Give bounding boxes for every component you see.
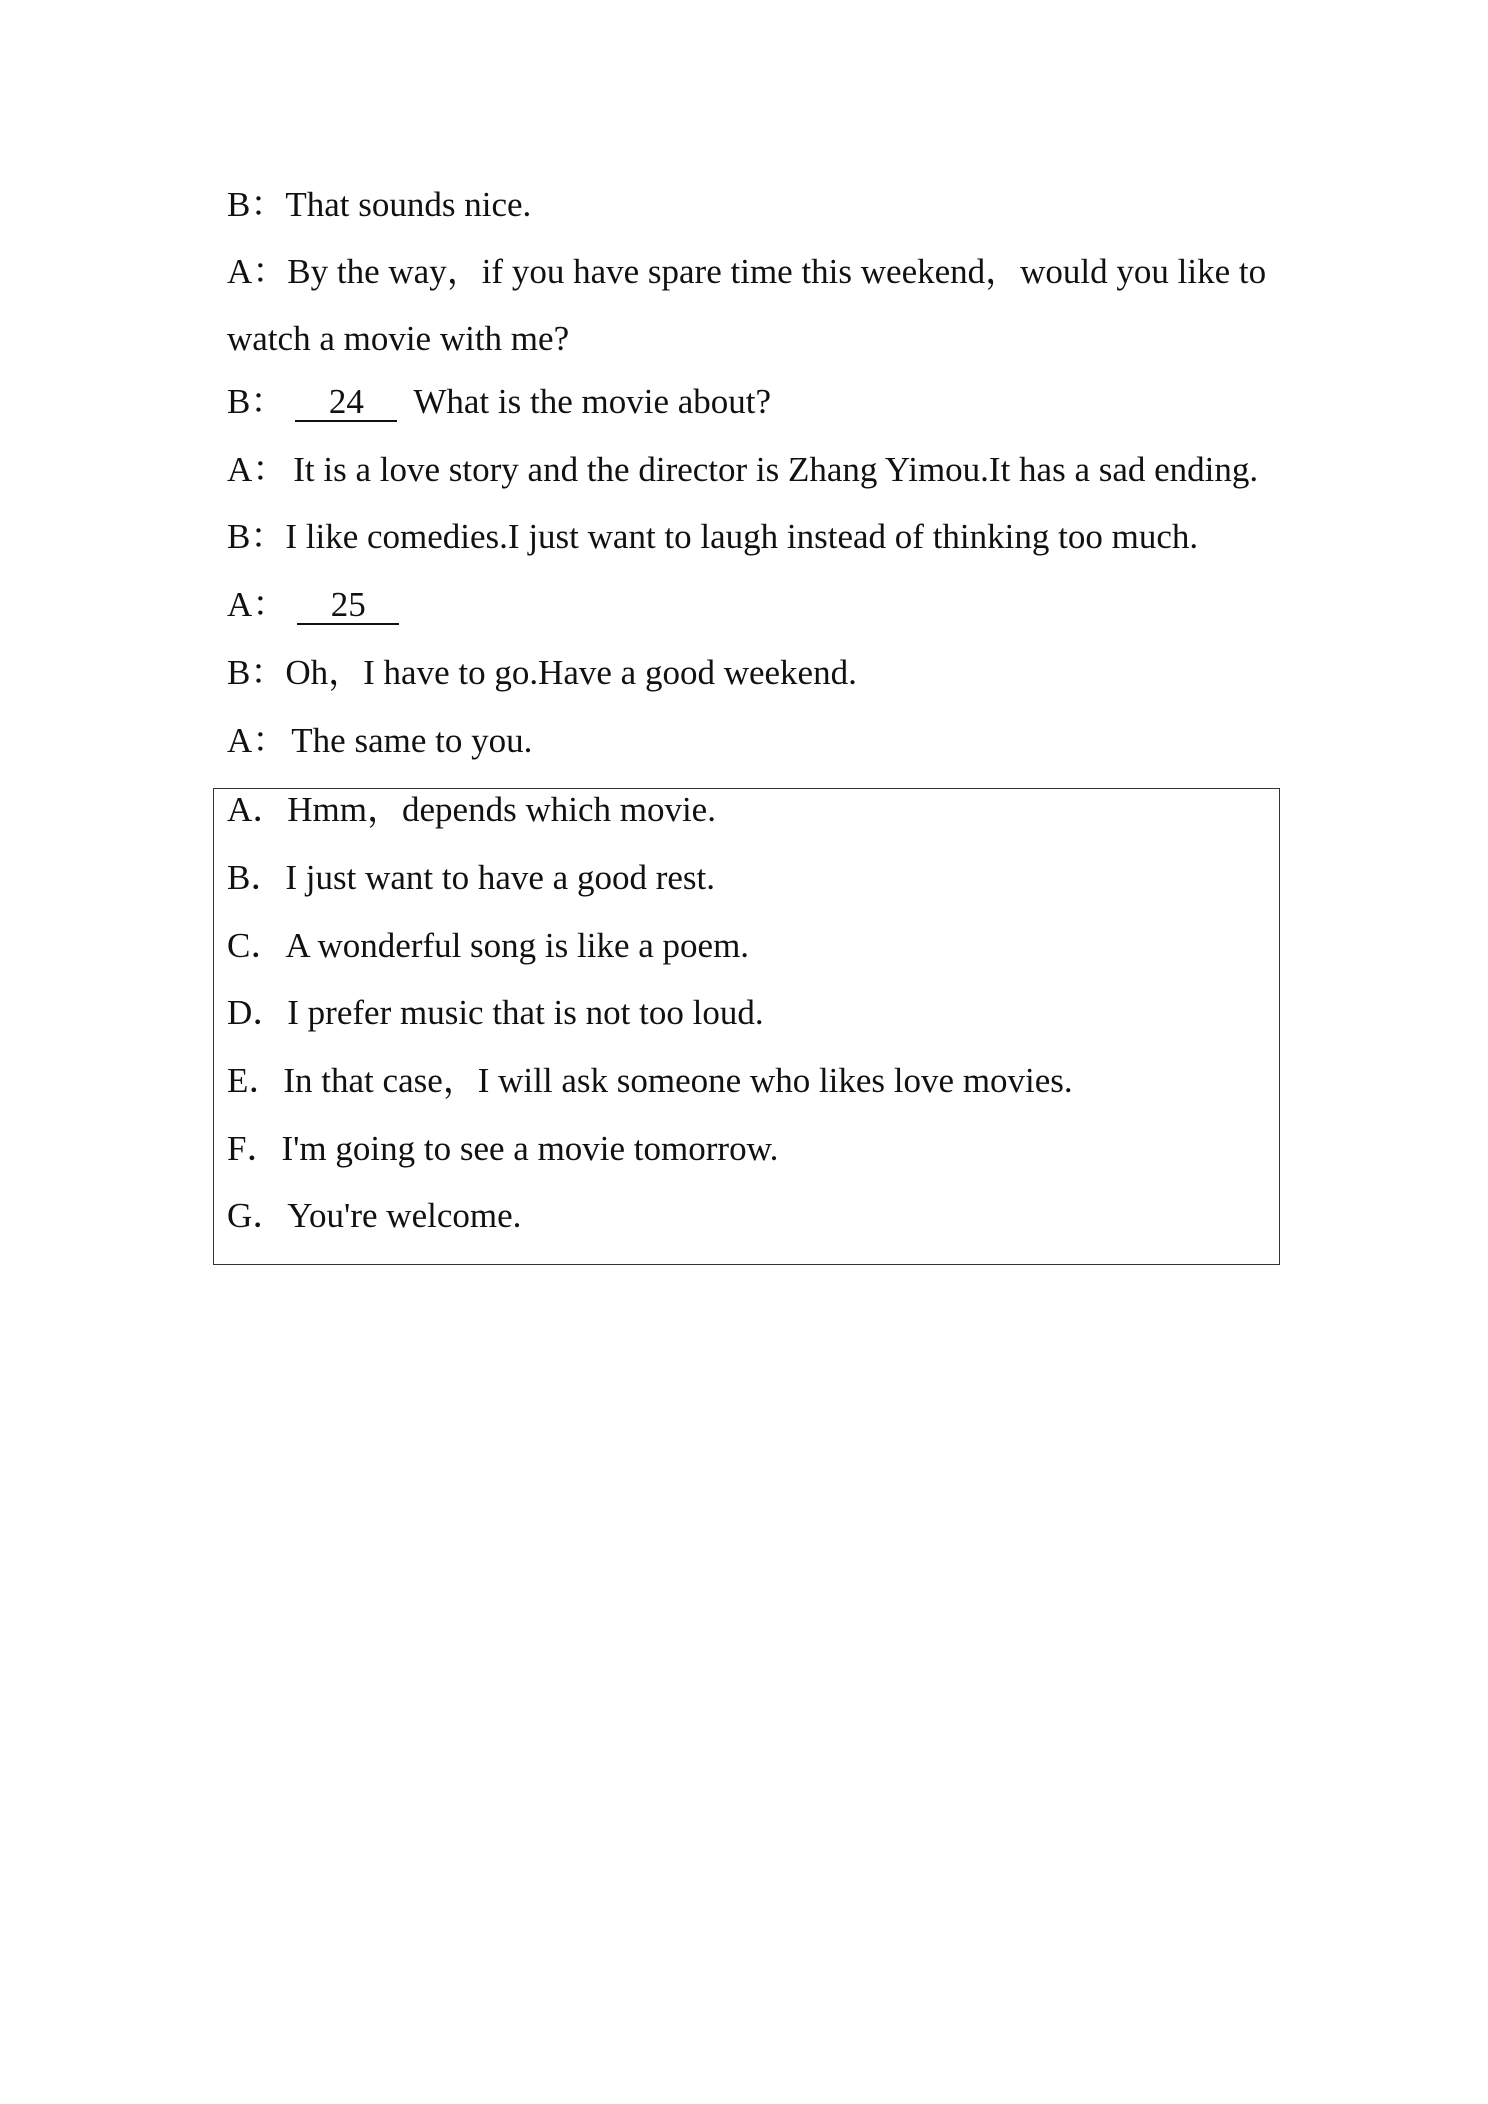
option-text: I'm going to see a movie tomorrow. [281,1129,779,1168]
option-text: Hmm，depends which movie. [287,790,716,829]
option-letter: G． [227,1196,288,1235]
option-letter: E． [227,1061,284,1100]
speaker-label: A： [227,721,288,760]
dialogue-line-3 [227,318,569,360]
dialogue-text: Oh，I have to go.Have a good weekend. [285,653,857,692]
option-text: I prefer music that is not too loud. [287,993,764,1032]
option-a[interactable] [227,789,716,831]
option-letter: D． [227,993,288,1032]
option-text: I just want to have a good rest. [285,858,715,897]
option-text: You're welcome. [287,1196,522,1235]
dialogue-text: By the way，if you have spare time this weekend，would you like to [287,252,1267,291]
answer-blank-25[interactable]: 25 [297,587,399,625]
dialogue-line-6 [227,516,1198,558]
dialogue-text: That sounds nice. [285,185,532,224]
option-g[interactable] [227,1195,521,1237]
dialogue-line-9 [227,720,532,762]
option-letter: A． [227,790,288,829]
answer-blank-24[interactable]: 24 [295,384,397,422]
speaker-label: B： [227,185,286,224]
dialogue-line-5 [227,449,1258,491]
speaker-label: A： [227,585,288,624]
dialogue-line-7 [227,584,405,626]
options-box [213,788,1280,1265]
dialogue-line-4 [227,381,771,423]
option-f[interactable] [227,1128,778,1170]
dialogue-text: watch a movie with me? [227,319,570,358]
option-b[interactable] [227,857,715,899]
speaker-label: A： [227,252,288,291]
option-text: In that case，I will ask someone who likes love movies. [283,1061,1073,1100]
dialogue-line-2 [227,251,1266,293]
speaker-label: B： [227,653,286,692]
speaker-label: B： [227,382,286,421]
dialogue-text: It is a love story and the director is Zhang Yimou.It has a sad ending. [293,450,1259,489]
dialogue-text: I like comedies.I just want to laugh instead of thinking too much. [285,517,1199,556]
dialogue-text: What is the movie about? [413,382,772,421]
option-letter: F． [227,1129,282,1168]
option-text: A wonderful song is like a poem. [285,926,750,965]
dialogue-text: The same to you. [291,721,533,760]
speaker-label: B： [227,517,286,556]
dialogue-line-8 [227,652,857,694]
speaker-label: A： [227,450,288,489]
option-letter: B． [227,858,286,897]
option-c[interactable] [227,925,749,967]
option-d[interactable] [227,992,764,1034]
option-e[interactable] [227,1060,1073,1102]
option-letter: C． [227,926,286,965]
dialogue-line-1 [227,184,531,226]
